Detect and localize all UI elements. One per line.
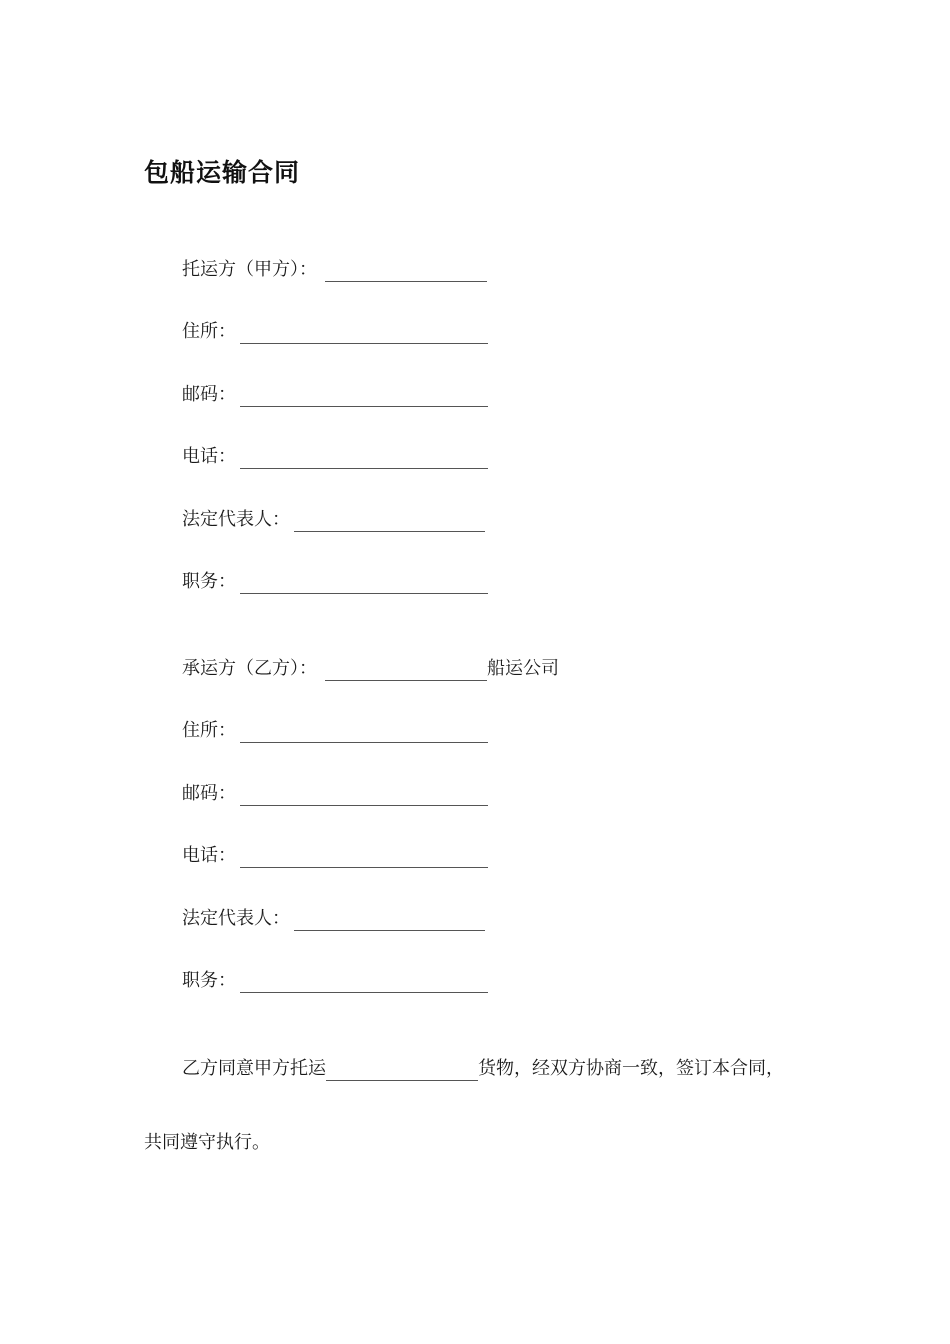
party-b-address-blank[interactable]: [240, 725, 488, 743]
shipper-blank[interactable]: [325, 264, 487, 282]
party-a-legal-rep-label: 法定代表人：: [182, 509, 290, 530]
party-a-postcode-blank[interactable]: [240, 389, 488, 407]
party-b-position-blank[interactable]: [240, 975, 488, 993]
party-a-phone-blank[interactable]: [240, 451, 488, 469]
party-a-address-row: [182, 320, 488, 344]
shipper-row: [182, 258, 487, 282]
intro-line-2: [144, 1131, 270, 1155]
party-a-phone-row: [182, 445, 488, 469]
party-a-position-label: 职务：: [182, 571, 236, 592]
party-b-phone-label: 电话：: [182, 845, 236, 866]
party-b-legal-rep-row: [182, 907, 485, 931]
document-title: 包船运输合同: [144, 158, 301, 187]
carrier-label: 承运方（乙方）：: [182, 658, 317, 679]
party-b-postcode-row: [182, 782, 488, 806]
party-a-position-row: [182, 570, 488, 594]
party-a-phone-label: 电话：: [182, 446, 236, 467]
party-b-address-label: 住所：: [182, 720, 236, 741]
party-b-phone-blank[interactable]: [240, 850, 488, 868]
intro-part1: 乙方同意甲方托运: [182, 1058, 326, 1079]
party-a-legal-rep-row: [182, 508, 485, 532]
party-b-postcode-blank[interactable]: [240, 788, 488, 806]
intro-part2: 货物，经双方协商一致，签订本合同，: [478, 1058, 784, 1079]
cargo-blank[interactable]: [326, 1063, 478, 1081]
party-b-legal-rep-label: 法定代表人：: [182, 908, 290, 929]
party-a-legal-rep-blank[interactable]: [294, 514, 485, 532]
carrier-row: [182, 657, 559, 681]
party-b-address-row: [182, 719, 488, 743]
party-b-postcode-label: 邮码：: [182, 783, 236, 804]
party-b-position-label: 职务：: [182, 970, 236, 991]
carrier-blank[interactable]: [325, 663, 487, 681]
party-a-address-label: 住所：: [182, 321, 236, 342]
intro-line-1: [182, 1057, 784, 1081]
party-a-postcode-label: 邮码：: [182, 384, 236, 405]
party-a-address-blank[interactable]: [240, 326, 488, 344]
carrier-suffix: 船运公司: [487, 658, 559, 679]
party-b-phone-row: [182, 844, 488, 868]
party-b-position-row: [182, 969, 488, 993]
party-b-legal-rep-blank[interactable]: [294, 913, 485, 931]
shipper-label: 托运方（甲方）：: [182, 259, 317, 280]
party-a-postcode-row: [182, 383, 488, 407]
intro-part3: 共同遵守执行。: [144, 1132, 270, 1153]
party-a-position-blank[interactable]: [240, 576, 488, 594]
